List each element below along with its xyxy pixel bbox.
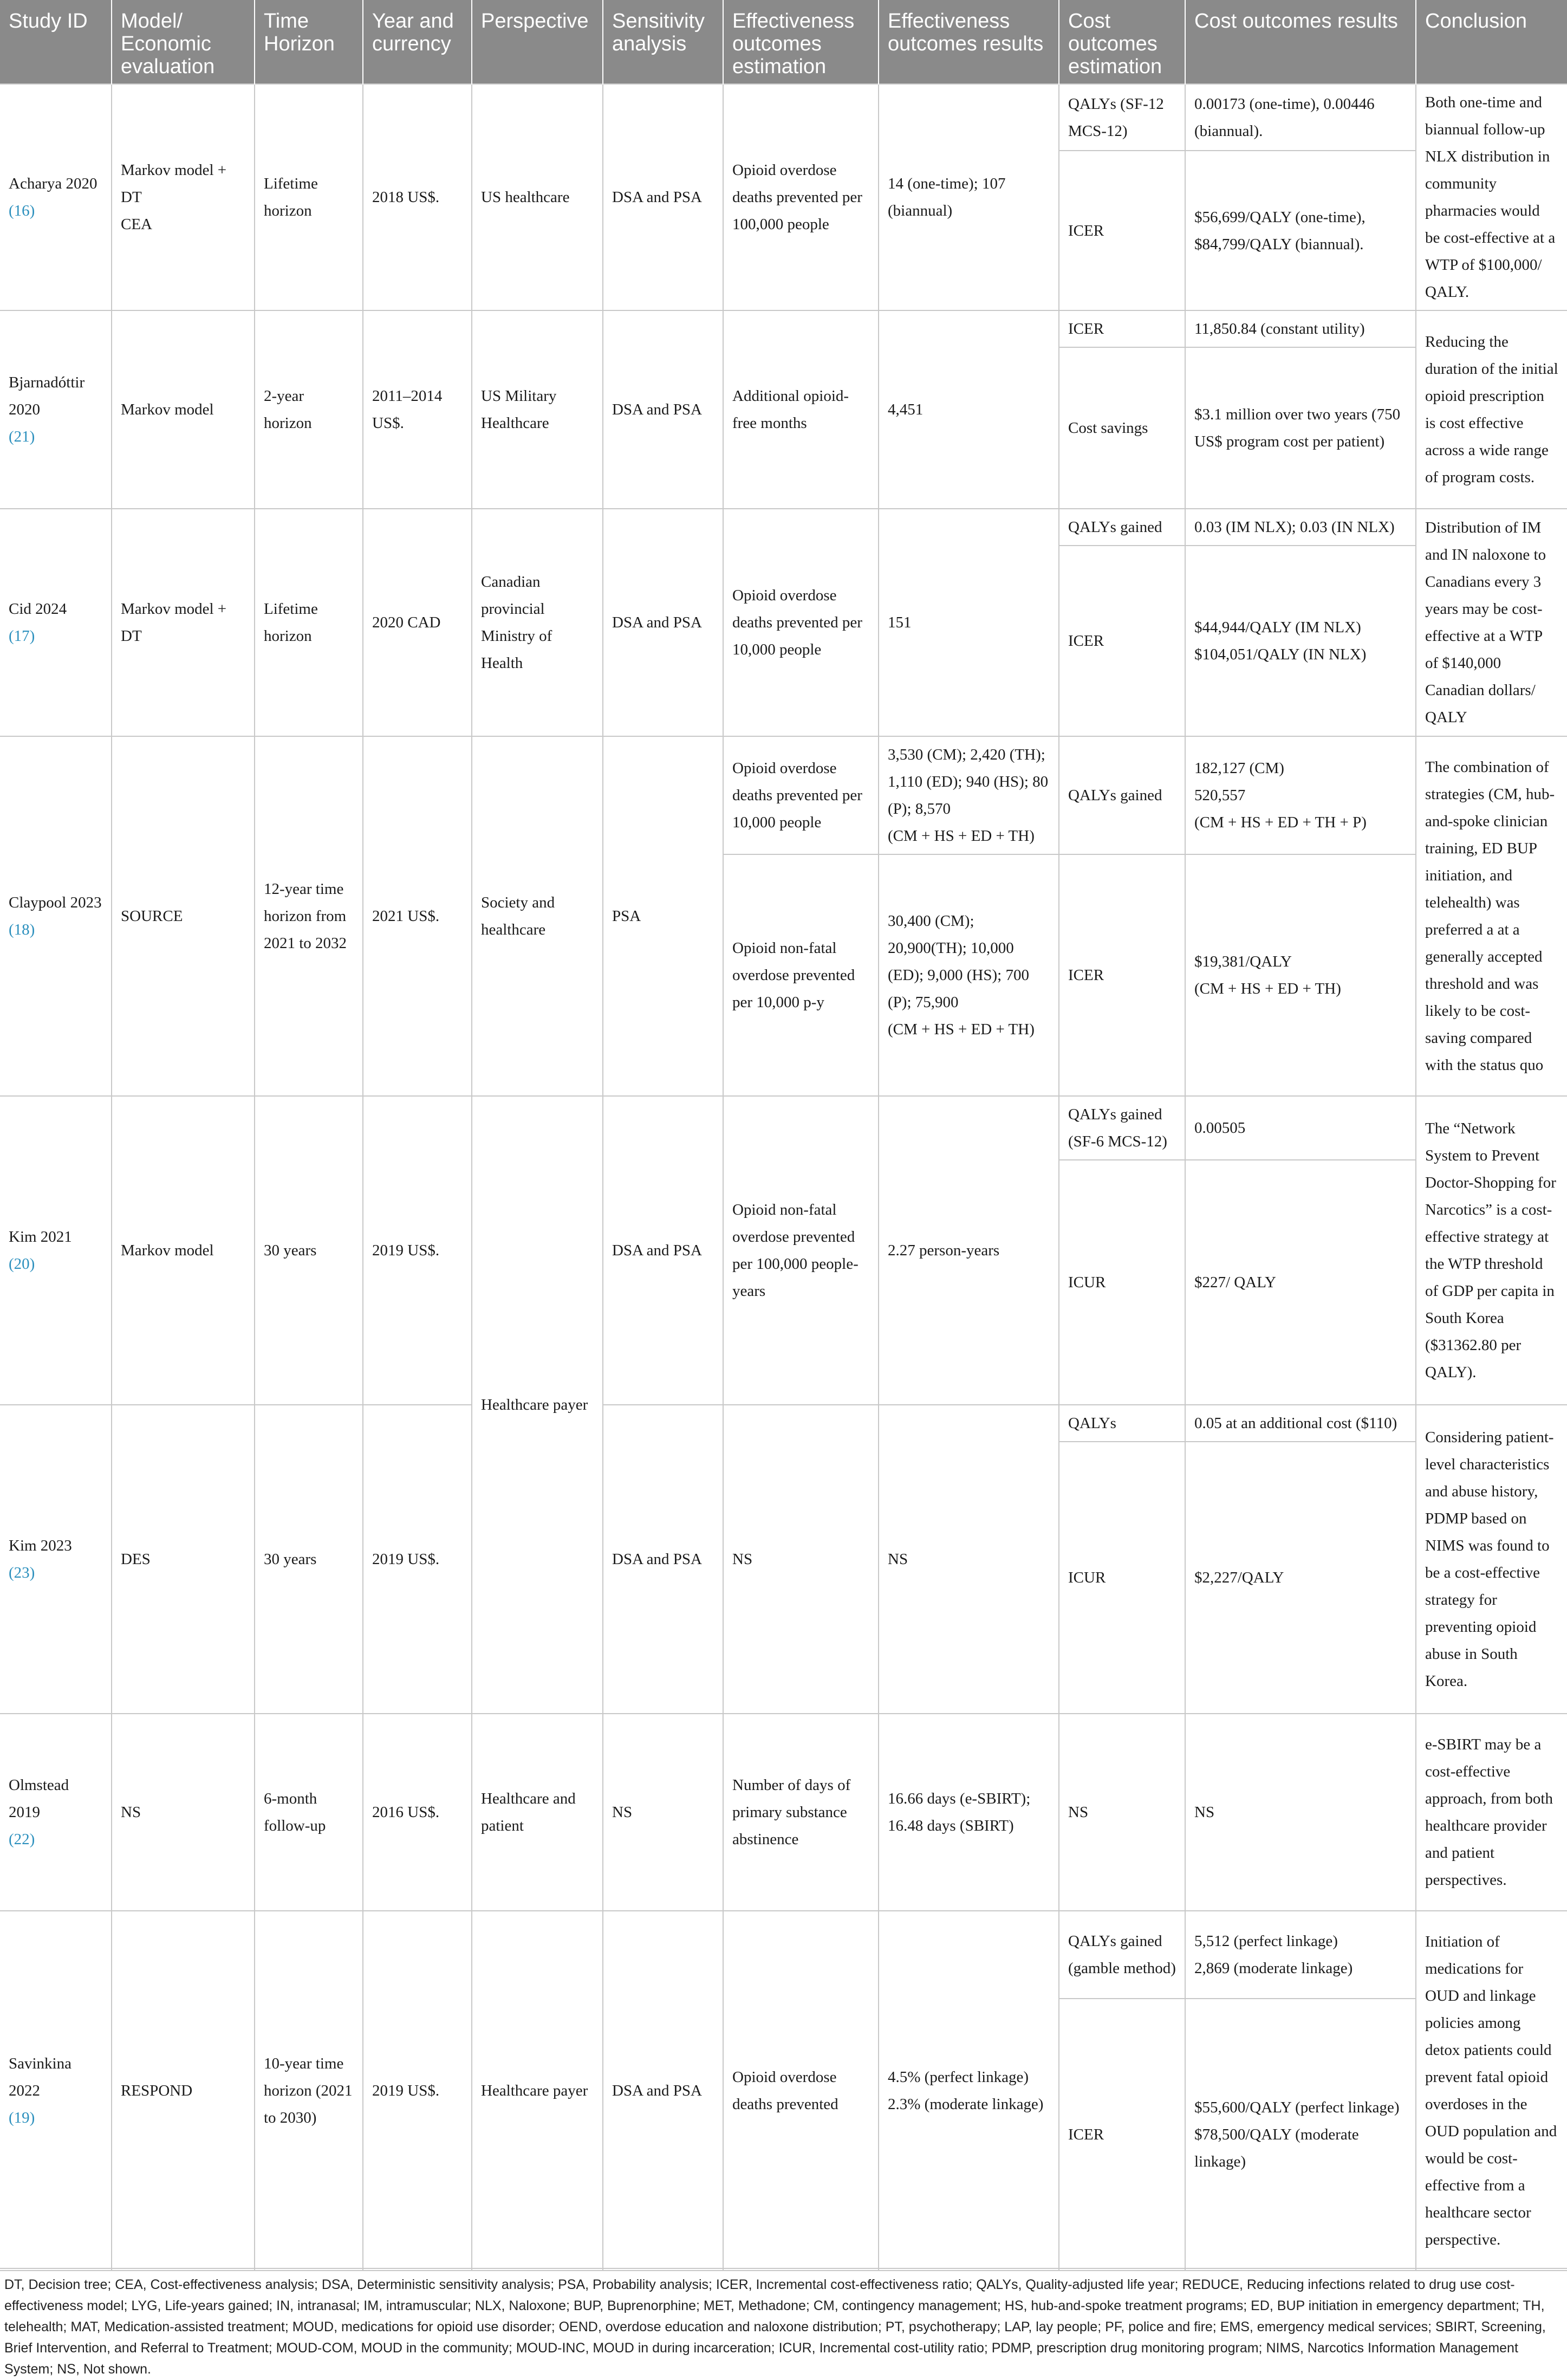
cost-results-cell: $3.1 million over two years (750 US$ program cost per patient) bbox=[1185, 347, 1416, 509]
year-currency-cell: 2016 US$. bbox=[363, 1714, 472, 1911]
sensitivity-cell: DSA and PSA bbox=[603, 509, 723, 736]
sensitivity-cell: DSA and PSA bbox=[603, 1096, 723, 1405]
cost-results-cell: 0.05 at an additional cost ($110) bbox=[1185, 1405, 1416, 1442]
citation-link[interactable]: (16) bbox=[9, 202, 35, 219]
study-cell bbox=[0, 1096, 112, 1405]
cost-result-line: (CM + HS + ED + TH + P) bbox=[1194, 814, 1367, 831]
header-cost-estimation: Cost outcomes estimation bbox=[1059, 0, 1185, 84]
eff-result-line: 2.3% (moderate linkage) bbox=[888, 2096, 1044, 2113]
study-id: Cid 2024 bbox=[9, 600, 67, 618]
table-row bbox=[0, 509, 1567, 546]
cost-estimation-cell: QALYs gained (SF-6 MCS-12) bbox=[1059, 1096, 1185, 1160]
model-cell bbox=[112, 84, 255, 310]
cost-results-cell bbox=[1185, 854, 1416, 1096]
header-time-horizon: Time Horizon bbox=[255, 0, 363, 84]
table-row bbox=[0, 1405, 1567, 1442]
sensitivity-cell: DSA and PSA bbox=[603, 1405, 723, 1714]
citation-link[interactable]: (19) bbox=[9, 2109, 35, 2126]
cost-estimation-cell: Cost savings bbox=[1059, 347, 1185, 509]
cost-result-line: 182,127 (CM) bbox=[1194, 760, 1284, 777]
year-currency-cell: 2021 US$. bbox=[363, 736, 472, 1096]
header-eff-estimation: Effectiveness outcomes estimation bbox=[723, 0, 879, 84]
eff-estimation-cell: Additional opioid-free months bbox=[723, 310, 879, 509]
cost-results-cell: NS bbox=[1185, 1714, 1416, 1911]
sensitivity-cell: DSA and PSA bbox=[603, 310, 723, 509]
time-horizon-cell: 30 years bbox=[255, 1405, 363, 1714]
conclusion-cell: Initiation of medications for OUD and linkage policies among detox patients could prevent fatal opioid overdoses in the OUD population and would be cost-effective from a healthcare sector perspective. bbox=[1416, 1911, 1567, 2271]
study-id: Kim 2023 bbox=[9, 1537, 72, 1554]
study-id: Bjarnadóttir 2020 bbox=[9, 374, 85, 418]
cost-results-cell bbox=[1185, 546, 1416, 736]
header-cost-results: Cost outcomes results bbox=[1185, 0, 1416, 84]
table-footnote: DT, Decision tree; CEA, Cost-effectiveness analysis; DSA, Deterministic sensitivity analysis; PSA, Probability analysis; ICER, Incremental cost-effectiveness ratio; QALYs, Quality-adjusted life year; REDUCE, Reducing infections related to drug use cost-effectiveness model; LYG, Life-years gained; IN, intranasal; IM, intramuscular; NLX, Naloxone; BUP, Buprenorphine; MET, Methadone; CM, contingency management; HS, hub-and-spoke treatment programs; ED, BUP initiation in emergency department; TH, telehealth; MAT, Medication-assisted treatment; MOUD, medications for opioid use disorder; OEND, overdose education and naloxone distribution; PT, psychotherapy; LAP, lay people; PF, police and fire; EMS, emergency medical services; SBIRT, Screening, Brief Intervention, and Referral to Treatment; MOUD-COM, MOUD in the community; MOUD-INC, MOUD in during incarceration; ICUR, Incremental cost-utility ratio; PDMP, prescription drug monitoring program; NIMS, Narcotics Information Management System; NS, Not shown. bbox=[0, 2268, 1567, 2380]
conclusion-cell: Distribution of IM and IN naloxone to Canadians every 3 years may be cost-effective at a WTP of $140,000 Canadian dollars/ QALY bbox=[1416, 509, 1567, 736]
study-cell bbox=[0, 736, 112, 1096]
table-row bbox=[0, 310, 1567, 347]
sensitivity-cell: PSA bbox=[603, 736, 723, 1096]
eff-estimation-cell: Number of days of primary substance abstinence bbox=[723, 1714, 879, 1911]
study-id: Acharya 2020 bbox=[9, 175, 97, 192]
time-horizon-cell: Lifetime horizon bbox=[255, 84, 363, 310]
time-horizon-cell: 6-month follow-up bbox=[255, 1714, 363, 1911]
perspective-cell: Society and healthcare bbox=[472, 736, 603, 1096]
table-row bbox=[0, 1911, 1567, 1999]
cost-estimation-cell: ICER bbox=[1059, 151, 1185, 310]
cost-results-cell bbox=[1185, 1999, 1416, 2271]
table-row bbox=[0, 84, 1567, 151]
cost-results-cell: $2,227/QALY bbox=[1185, 1442, 1416, 1714]
perspective-cell: Canadian provincial Ministry of Health bbox=[472, 509, 603, 736]
study-cell bbox=[0, 1714, 112, 1911]
conclusion-cell: e-SBIRT may be a cost-effective approach, from both healthcare provider and patient perspectives. bbox=[1416, 1714, 1567, 1911]
study-cell bbox=[0, 509, 112, 736]
cost-results-cell bbox=[1185, 736, 1416, 854]
eff-result-line: 30,400 (CM); 20,900(TH); 10,000 (ED); 9,000 (HS); 700 (P); 75,900 bbox=[888, 912, 1029, 1011]
cost-estimation-cell: QALYs gained (gamble method) bbox=[1059, 1911, 1185, 1999]
header-model: Model/ Economic evaluation bbox=[112, 0, 255, 84]
cost-result-line: $44,944/QALY (IM NLX) bbox=[1194, 619, 1361, 636]
study-cell bbox=[0, 1405, 112, 1714]
citation-link[interactable]: (23) bbox=[9, 1564, 35, 1581]
eff-result-line: (CM + HS + ED + TH) bbox=[888, 1021, 1035, 1038]
conclusion-cell: Reducing the duration of the initial opioid prescription is cost effective across a wide range of program costs. bbox=[1416, 310, 1567, 509]
cost-results-cell bbox=[1185, 1911, 1416, 1999]
citation-link[interactable]: (22) bbox=[9, 1831, 35, 1848]
cost-result-line: $55,600/QALY (perfect linkage) bbox=[1194, 2099, 1400, 2116]
eff-results-cell bbox=[879, 736, 1059, 854]
model-cell: NS bbox=[112, 1714, 255, 1911]
cost-result-line: $104,051/QALY (IN NLX) bbox=[1194, 646, 1367, 663]
eff-results-cell bbox=[879, 854, 1059, 1096]
cost-results-cell: 0.00505 bbox=[1185, 1096, 1416, 1160]
eff-estimation-cell: Opioid overdose deaths prevented per 100,000 people bbox=[723, 84, 879, 310]
eff-results-cell bbox=[879, 1911, 1059, 2271]
time-horizon-cell: 2-year horizon bbox=[255, 310, 363, 509]
conclusion-cell: Considering patient-level characteristics and abuse history, PDMP based on NIMS was found to be a cost-effective strategy for preventing opioid abuse in South Korea. bbox=[1416, 1405, 1567, 1714]
table-row bbox=[0, 1096, 1567, 1160]
eff-estimation-cell: Opioid non-fatal overdose prevented per 10,000 p-y bbox=[723, 854, 879, 1096]
year-currency-cell: 2019 US$. bbox=[363, 1911, 472, 2271]
sensitivity-cell: DSA and PSA bbox=[603, 84, 723, 310]
study-cell bbox=[0, 310, 112, 509]
eff-results-cell: 4,451 bbox=[879, 310, 1059, 509]
cost-estimation-cell: QALYs gained bbox=[1059, 509, 1185, 546]
study-id: Savinkina 2022 bbox=[9, 2055, 71, 2099]
study-cell bbox=[0, 84, 112, 310]
perspective-cell: Healthcare and patient bbox=[472, 1714, 603, 1911]
cost-estimation-cell: NS bbox=[1059, 1714, 1185, 1911]
study-id: Olmstead 2019 bbox=[9, 1776, 69, 1821]
header-year-currency: Year and currency bbox=[363, 0, 472, 84]
model-cell: RESPOND bbox=[112, 1911, 255, 2271]
year-currency-cell: 2011–2014 US$. bbox=[363, 310, 472, 509]
cost-results-cell: $227/ QALY bbox=[1185, 1160, 1416, 1405]
cost-estimation-cell: ICER bbox=[1059, 310, 1185, 347]
time-horizon-cell: 12-year time horizon from 2021 to 2032 bbox=[255, 736, 363, 1096]
eff-results-cell: 14 (one-time); 107 (biannual) bbox=[879, 84, 1059, 310]
eff-result-line: 3,530 (CM); 2,420 (TH); 1,110 (ED); 940 (HS); 80 (P); 8,570 bbox=[888, 746, 1049, 818]
eff-estimation-cell: Opioid overdose deaths prevented bbox=[723, 1911, 879, 2271]
cost-estimation-cell: QALYs gained bbox=[1059, 736, 1185, 854]
perspective-cell: US Military Healthcare bbox=[472, 310, 603, 509]
table-row bbox=[0, 736, 1567, 854]
study-cell bbox=[0, 1911, 112, 2271]
table-header-row bbox=[0, 0, 1567, 84]
model-cell: Markov model bbox=[112, 310, 255, 509]
cost-estimation-cell: ICER bbox=[1059, 854, 1185, 1096]
model-cell: DES bbox=[112, 1405, 255, 1714]
table-row bbox=[0, 1714, 1567, 1911]
eff-results-cell bbox=[879, 1714, 1059, 1911]
header-conclusion: Conclusion bbox=[1416, 0, 1567, 84]
cost-result-line: 2,869 (moderate linkage) bbox=[1194, 1960, 1353, 1977]
header-perspective: Perspective bbox=[472, 0, 603, 84]
cost-result-line: (CM + HS + ED + TH) bbox=[1194, 980, 1341, 997]
model-text: CEA bbox=[121, 216, 152, 233]
cost-estimation-cell: ICER bbox=[1059, 546, 1185, 736]
year-currency-cell: 2018 US$. bbox=[363, 84, 472, 310]
cost-result-line: $78,500/QALY (moderate linkage) bbox=[1194, 2126, 1359, 2170]
eff-estimation-cell: Opioid overdose deaths prevented per 10,000 people bbox=[723, 736, 879, 854]
eff-result-line: 4.5% (perfect linkage) bbox=[888, 2068, 1029, 2086]
eff-estimation-cell: NS bbox=[723, 1405, 879, 1714]
header-study-id: Study ID bbox=[0, 0, 112, 84]
year-currency-cell: 2019 US$. bbox=[363, 1096, 472, 1405]
cost-estimation-cell: QALYs bbox=[1059, 1405, 1185, 1442]
cost-results-cell: 11,850.84 (constant utility) bbox=[1185, 310, 1416, 347]
cost-results-cell: 0.03 (IM NLX); 0.03 (IN NLX) bbox=[1185, 509, 1416, 546]
sensitivity-cell: NS bbox=[603, 1714, 723, 1911]
year-currency-cell: 2020 CAD bbox=[363, 509, 472, 736]
model-cell: Markov model bbox=[112, 1096, 255, 1405]
citation-link[interactable]: (21) bbox=[9, 428, 35, 445]
time-horizon-cell: Lifetime horizon bbox=[255, 509, 363, 736]
eff-results-cell: 2.27 person-years bbox=[879, 1096, 1059, 1405]
time-horizon-cell: 30 years bbox=[255, 1096, 363, 1405]
conclusion-cell: Both one-time and biannual follow-up NLX distribution in community pharmacies would be cost-effective at a WTP of $100,000/ QALY. bbox=[1416, 84, 1567, 310]
cost-estimation-cell: QALYs (SF-12 MCS-12) bbox=[1059, 84, 1185, 151]
year-currency-cell: 2019 US$. bbox=[363, 1405, 472, 1714]
eff-result-line: (CM + HS + ED + TH) bbox=[888, 827, 1035, 845]
study-id: Kim 2021 bbox=[9, 1228, 72, 1246]
cost-estimation-cell: ICER bbox=[1059, 1999, 1185, 2271]
header-eff-results: Effectiveness outcomes results bbox=[879, 0, 1059, 84]
study-id: Claypool 2023 bbox=[9, 894, 102, 911]
cost-results-cell: 0.00173 (one-time), 0.00446 (biannual). bbox=[1185, 84, 1416, 151]
citation-link[interactable]: (17) bbox=[9, 627, 35, 645]
cost-estimation-cell: ICUR bbox=[1059, 1442, 1185, 1714]
perspective-cell: Healthcare payer bbox=[472, 1096, 603, 1714]
conclusion-cell: The “Network System to Prevent Doctor-Shopping for Narcotics” is a cost-effective strategy at the WTP threshold of GDP per capita in South Korea ($31362.80 per QALY). bbox=[1416, 1096, 1567, 1405]
header-sensitivity: Sensitivity analysis bbox=[603, 0, 723, 84]
model-cell: SOURCE bbox=[112, 736, 255, 1096]
cost-result-line: 5,512 (perfect linkage) bbox=[1194, 1932, 1338, 1950]
model-cell: Markov model + DT bbox=[112, 509, 255, 736]
eff-result-line: 16.66 days (e-SBIRT); bbox=[888, 1790, 1031, 1807]
cost-result-line: 520,557 bbox=[1194, 787, 1246, 804]
citation-link[interactable]: (18) bbox=[9, 921, 35, 938]
perspective-cell: Healthcare payer bbox=[472, 1911, 603, 2271]
eff-estimation-cell: Opioid non-fatal overdose prevented per 100,000 people-years bbox=[723, 1096, 879, 1405]
eff-results-cell: NS bbox=[879, 1405, 1059, 1714]
perspective-cell: US healthcare bbox=[472, 84, 603, 310]
model-text: Markov model + DT bbox=[121, 161, 227, 206]
eff-estimation-cell: Opioid overdose deaths prevented per 10,000 people bbox=[723, 509, 879, 736]
conclusion-cell: The combination of strategies (CM, hub-and-spoke clinician training, ED BUP initiation, and telehealth) was preferred a at a generally accepted threshold and was likely to be cost-saving compared with the status quo bbox=[1416, 736, 1567, 1096]
cost-result-line: $19,381/QALY bbox=[1194, 953, 1292, 970]
cost-results-cell: $56,699/QALY (one-time), $84,799/QALY (biannual). bbox=[1185, 151, 1416, 310]
eff-result-line: 16.48 days (SBIRT) bbox=[888, 1817, 1014, 1834]
eff-results-cell: 151 bbox=[879, 509, 1059, 736]
cost-estimation-cell: ICUR bbox=[1059, 1160, 1185, 1405]
time-horizon-cell: 10-year time horizon (2021 to 2030) bbox=[255, 1911, 363, 2271]
citation-link[interactable]: (20) bbox=[9, 1255, 35, 1273]
sensitivity-cell: DSA and PSA bbox=[603, 1911, 723, 2271]
